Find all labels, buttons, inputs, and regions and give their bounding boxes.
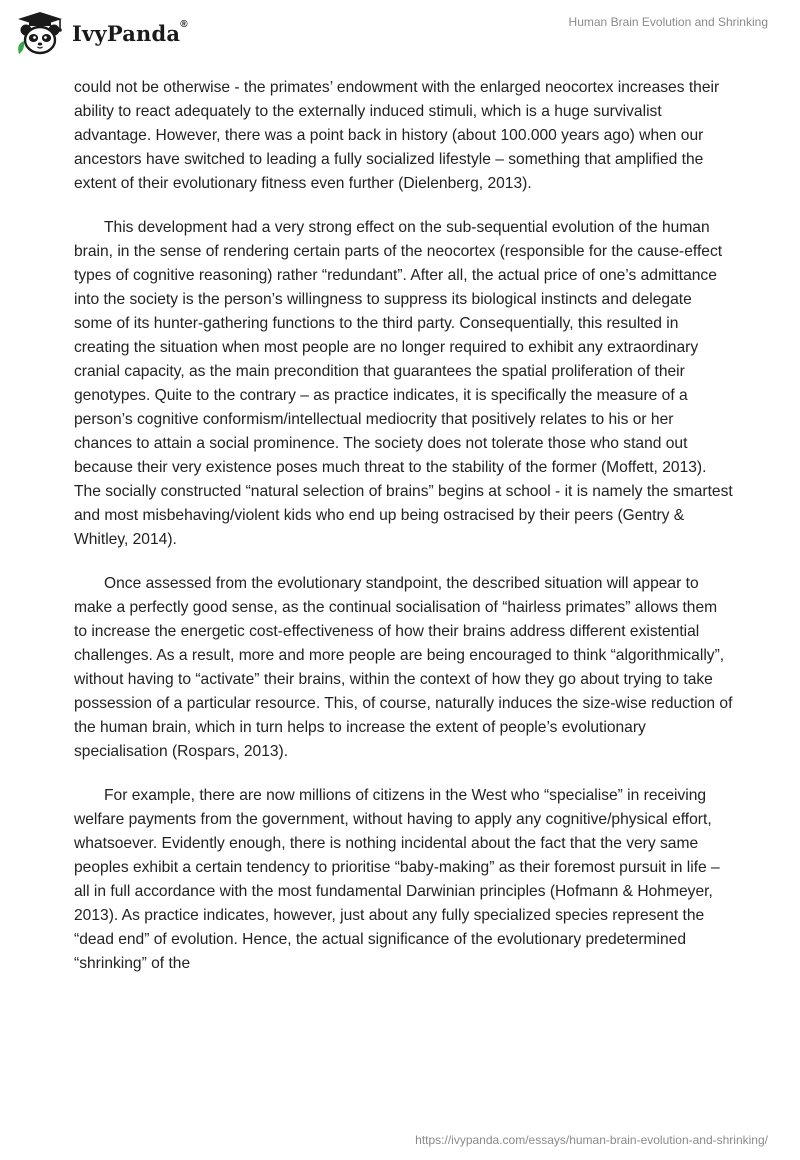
brand-name-text: IvyPanda [72,20,181,46]
paragraph-3: Once assessed from the evolutionary standpoint, the described situation will appear to make a perfectly good sense, as the continual socialisation of “hairless primates” allows them to increase the energetic cost-effectiveness of how their brains address different existential challenges. As a result, more and more people are being encouraged to think “algorithmically”, without having to “activate” their brains, within the context of how they go about trying to take possession of a particular resource. This, of course, naturally induces the size-wise reduction of the human brain, which in turn helps to increase the extent of people’s evolutionary specialisation (Rospars, 2013). [74,575,733,760]
panda-graduate-icon [14,10,66,56]
essay-body [74,76,734,996]
page-header [0,0,800,70]
paragraph-4: For example, there are now millions of citizens in the West who “specialise” in receiving welfare payments from the government, without having to apply any cognitive/physical effort, whatsoever. Evidently enough, there is nothing incidental about the fact that the very same peoples exhibit a certain tendency to prioritise “baby-making” as their foremost pursuit in life – all in full accordance with the most fundamental Darwinian principles (Hofmann & Hohmeyer, 2013). As practice indicates, however, just about any fully specialized species represent the “dead end” of evolution. Hence, the actual significance of the evolutionary predetermined “shrinking” of the [74,787,720,972]
brand-logo-link[interactable] [14,8,188,58]
registered-mark: ® [180,18,188,30]
brand-name [72,18,188,46]
document-title: Human Brain Evolution and Shrinking [568,15,768,29]
paragraph-1: could not be otherwise - the primates’ endowment with the enlarged neocortex increases their ability to react adequately to the externally induced stimuli, which is a huge survivalist advantage. However, there was a point back in history (about 100.000 years ago) when our ancestors have switched to leading a fully socialized lifestyle – something that amplified the extent of their evolutionary fitness even further (Dielenberg, 2013). [74,79,720,192]
source-url: https://ivypanda.com/essays/human-brain-evolution-and-shrinking/ [415,1133,768,1147]
paragraph-2: This development had a very strong effect on the sub-sequential evolution of the human brain, in the sense of rendering certain parts of the neocortex (responsible for the cause-effect types of cognitive reasoning) rather “redundant”. After all, the actual price of one’s admittance into the society is the person’s willingness to suppress its biological instincts and delegate some of its hunter-gathering functions to the third party. Consequentially, this resulted in creating the situation when most people are no longer required to exhibit any extraordinary cranial capacity, as the main precondition that guarantees the spatial proliferation of their genotypes. Quite to the contrary – as practice indicates, it is specifically the measure of a person’s cognitive conformism/intellectual mediocrity that positively relates to his or her chances to attain a social prominence. The society does not tolerate those who stand out because their very existence poses much threat to the stability of the former (Moffett, 2013). The socially constructed “natural selection of brains” begins at school - it is namely the smartest and most misbehaving/violent kids who end up being ostracised by their peers (Gentry & Whitley, 2014). [74,219,733,548]
